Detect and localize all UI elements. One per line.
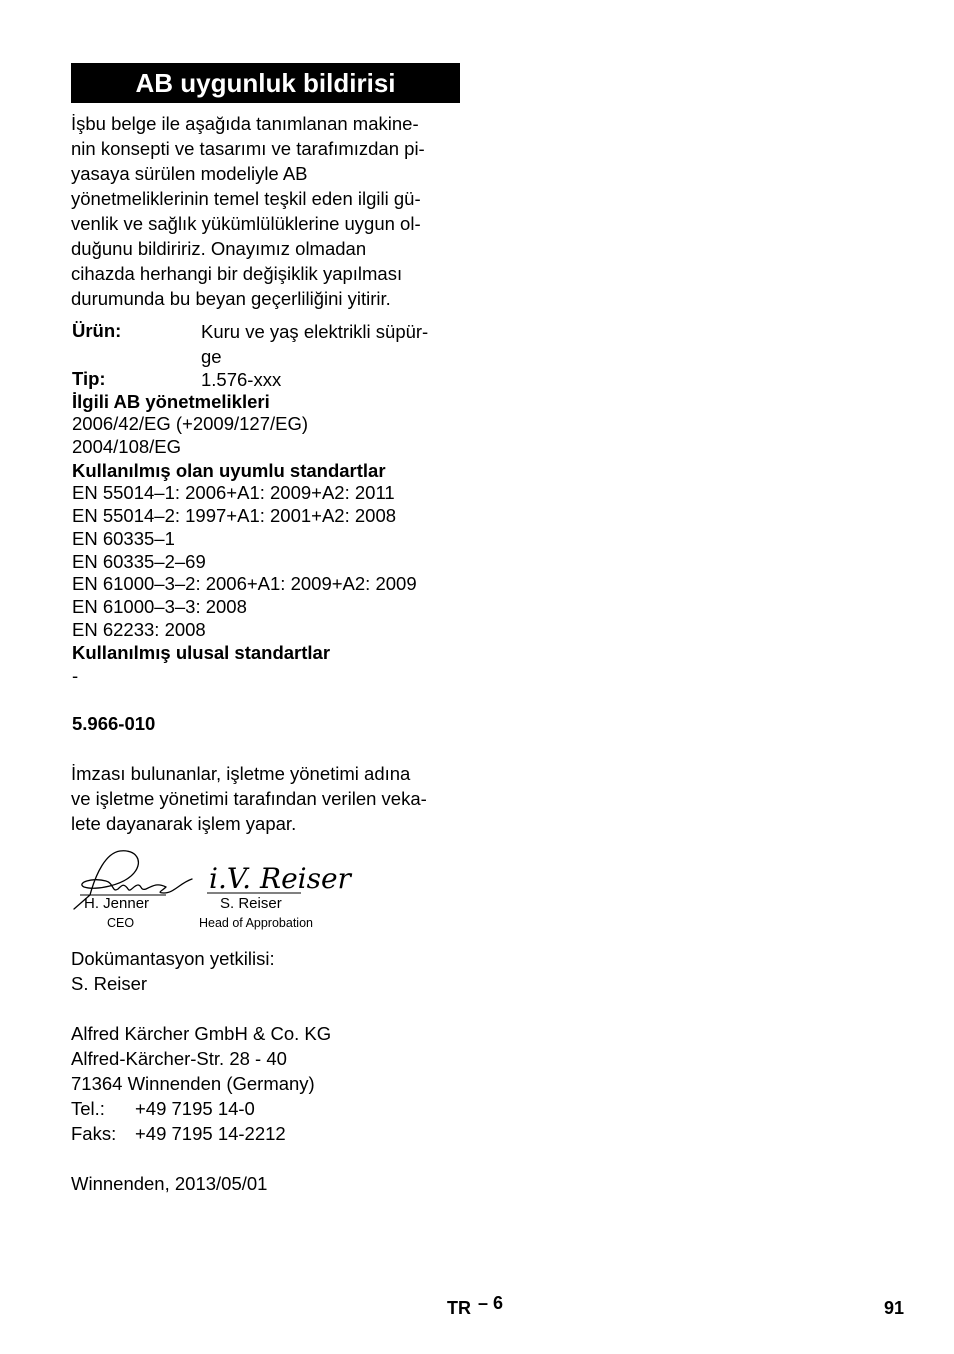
intro-line: nin konsepti ve tasarımı ve tarafımızdan pi-	[71, 138, 425, 159]
standard-item: EN 55014–2: 1997+A1: 2001+A2: 2008	[72, 505, 397, 526]
product-label: Ürün:	[72, 320, 122, 341]
company-city: 71364 Winnenden (Germany)	[71, 1073, 315, 1094]
type-label: Tip:	[72, 368, 106, 389]
signature-reiser-script: i.V. Reiser	[209, 862, 351, 895]
product-value-line1: Kuru ve yaş elektrikli süpür-	[201, 321, 429, 342]
documentation-block	[71, 946, 275, 996]
tel-label: Tel.:	[71, 1098, 105, 1119]
national-heading: Kullanılmış ulusal standartlar	[72, 642, 331, 663]
signature-reiser-image	[205, 850, 351, 900]
signatories-line: lete dayanarak işlem yapar.	[71, 813, 297, 834]
standard-item: EN 60335–2–69	[72, 551, 206, 572]
product-value-line2: ge	[201, 346, 222, 367]
type-value: 1.576-xxx	[201, 369, 282, 390]
footer-dash-page: – 6	[478, 1293, 504, 1313]
signature-name: S. Reiser	[220, 895, 282, 912]
intro-line: duğunu bildiririz. Onayımız olmadan	[71, 238, 367, 259]
page-number: 91	[884, 1298, 905, 1318]
signatories-line: İmzası bulunanlar, işletme yönetimi adına	[71, 763, 411, 784]
footer-language	[447, 1293, 504, 1319]
intro-line: yasaya sürülen modeliyle AB	[71, 163, 308, 184]
tel-value: +49 7195 14-0	[135, 1098, 255, 1119]
company-street: Alfred-Kärcher-Str. 28 - 40	[71, 1048, 287, 1069]
signature-role: Head of Approbation	[199, 916, 313, 930]
documentation-name: S. Reiser	[71, 973, 148, 994]
intro-line: durumunda bu beyan geçerliliğini yitirir.	[71, 288, 391, 309]
standard-item: EN 60335–1	[72, 528, 175, 549]
document-number: 5.966-010	[72, 713, 156, 734]
company-address	[71, 1021, 331, 1146]
signature-role: CEO	[107, 916, 135, 930]
directive-item: 2004/108/EG	[72, 436, 182, 457]
intro-line: venlik ve sağlık yükümlülüklerine uygun ol-	[71, 213, 421, 234]
footer-lang: TR	[447, 1298, 471, 1318]
page-title: AB uygunluk bildirisi	[71, 63, 460, 103]
place-date: Winnenden, 2013/05/01	[71, 1173, 268, 1194]
standard-item: EN 55014–1: 2006+A1: 2009+A2: 2011	[72, 482, 395, 503]
company-tel-row	[71, 1096, 331, 1121]
intro-line: yönetmeliklerinin temel teşkil eden ilgili gü-	[71, 188, 421, 209]
directives-heading: İlgili AB yönetmelikleri	[72, 391, 270, 412]
signatories-line: ve işletme yönetimi tarafından verilen veka-	[71, 788, 427, 809]
harmonized-heading: Kullanılmış olan uyumlu standartlar	[72, 460, 386, 481]
national-value: -	[72, 665, 79, 686]
intro-line: cihazda herhangi bir değişiklik yapılması	[71, 263, 403, 284]
documentation-label: Dokümantasyon yetkilisi:	[71, 948, 275, 969]
fax-value: +49 7195 14-2212	[135, 1123, 286, 1144]
company-name: Alfred Kärcher GmbH & Co. KG	[71, 1023, 332, 1044]
standard-item: EN 61000–3–2: 2006+A1: 2009+A2: 2009	[72, 573, 417, 594]
standard-item: EN 61000–3–3: 2008	[72, 596, 247, 617]
intro-paragraph	[71, 111, 463, 311]
company-fax-row	[71, 1121, 331, 1146]
intro-line: İşbu belge ile aşağıda tanımlanan makine-	[71, 113, 419, 134]
signatories-paragraph	[71, 761, 427, 836]
signature-name: H. Jenner	[84, 895, 150, 912]
standard-item: EN 62233: 2008	[72, 619, 206, 640]
directive-item: 2006/42/EG (+2009/127/EG)	[72, 413, 309, 434]
fax-label: Faks:	[71, 1123, 117, 1144]
